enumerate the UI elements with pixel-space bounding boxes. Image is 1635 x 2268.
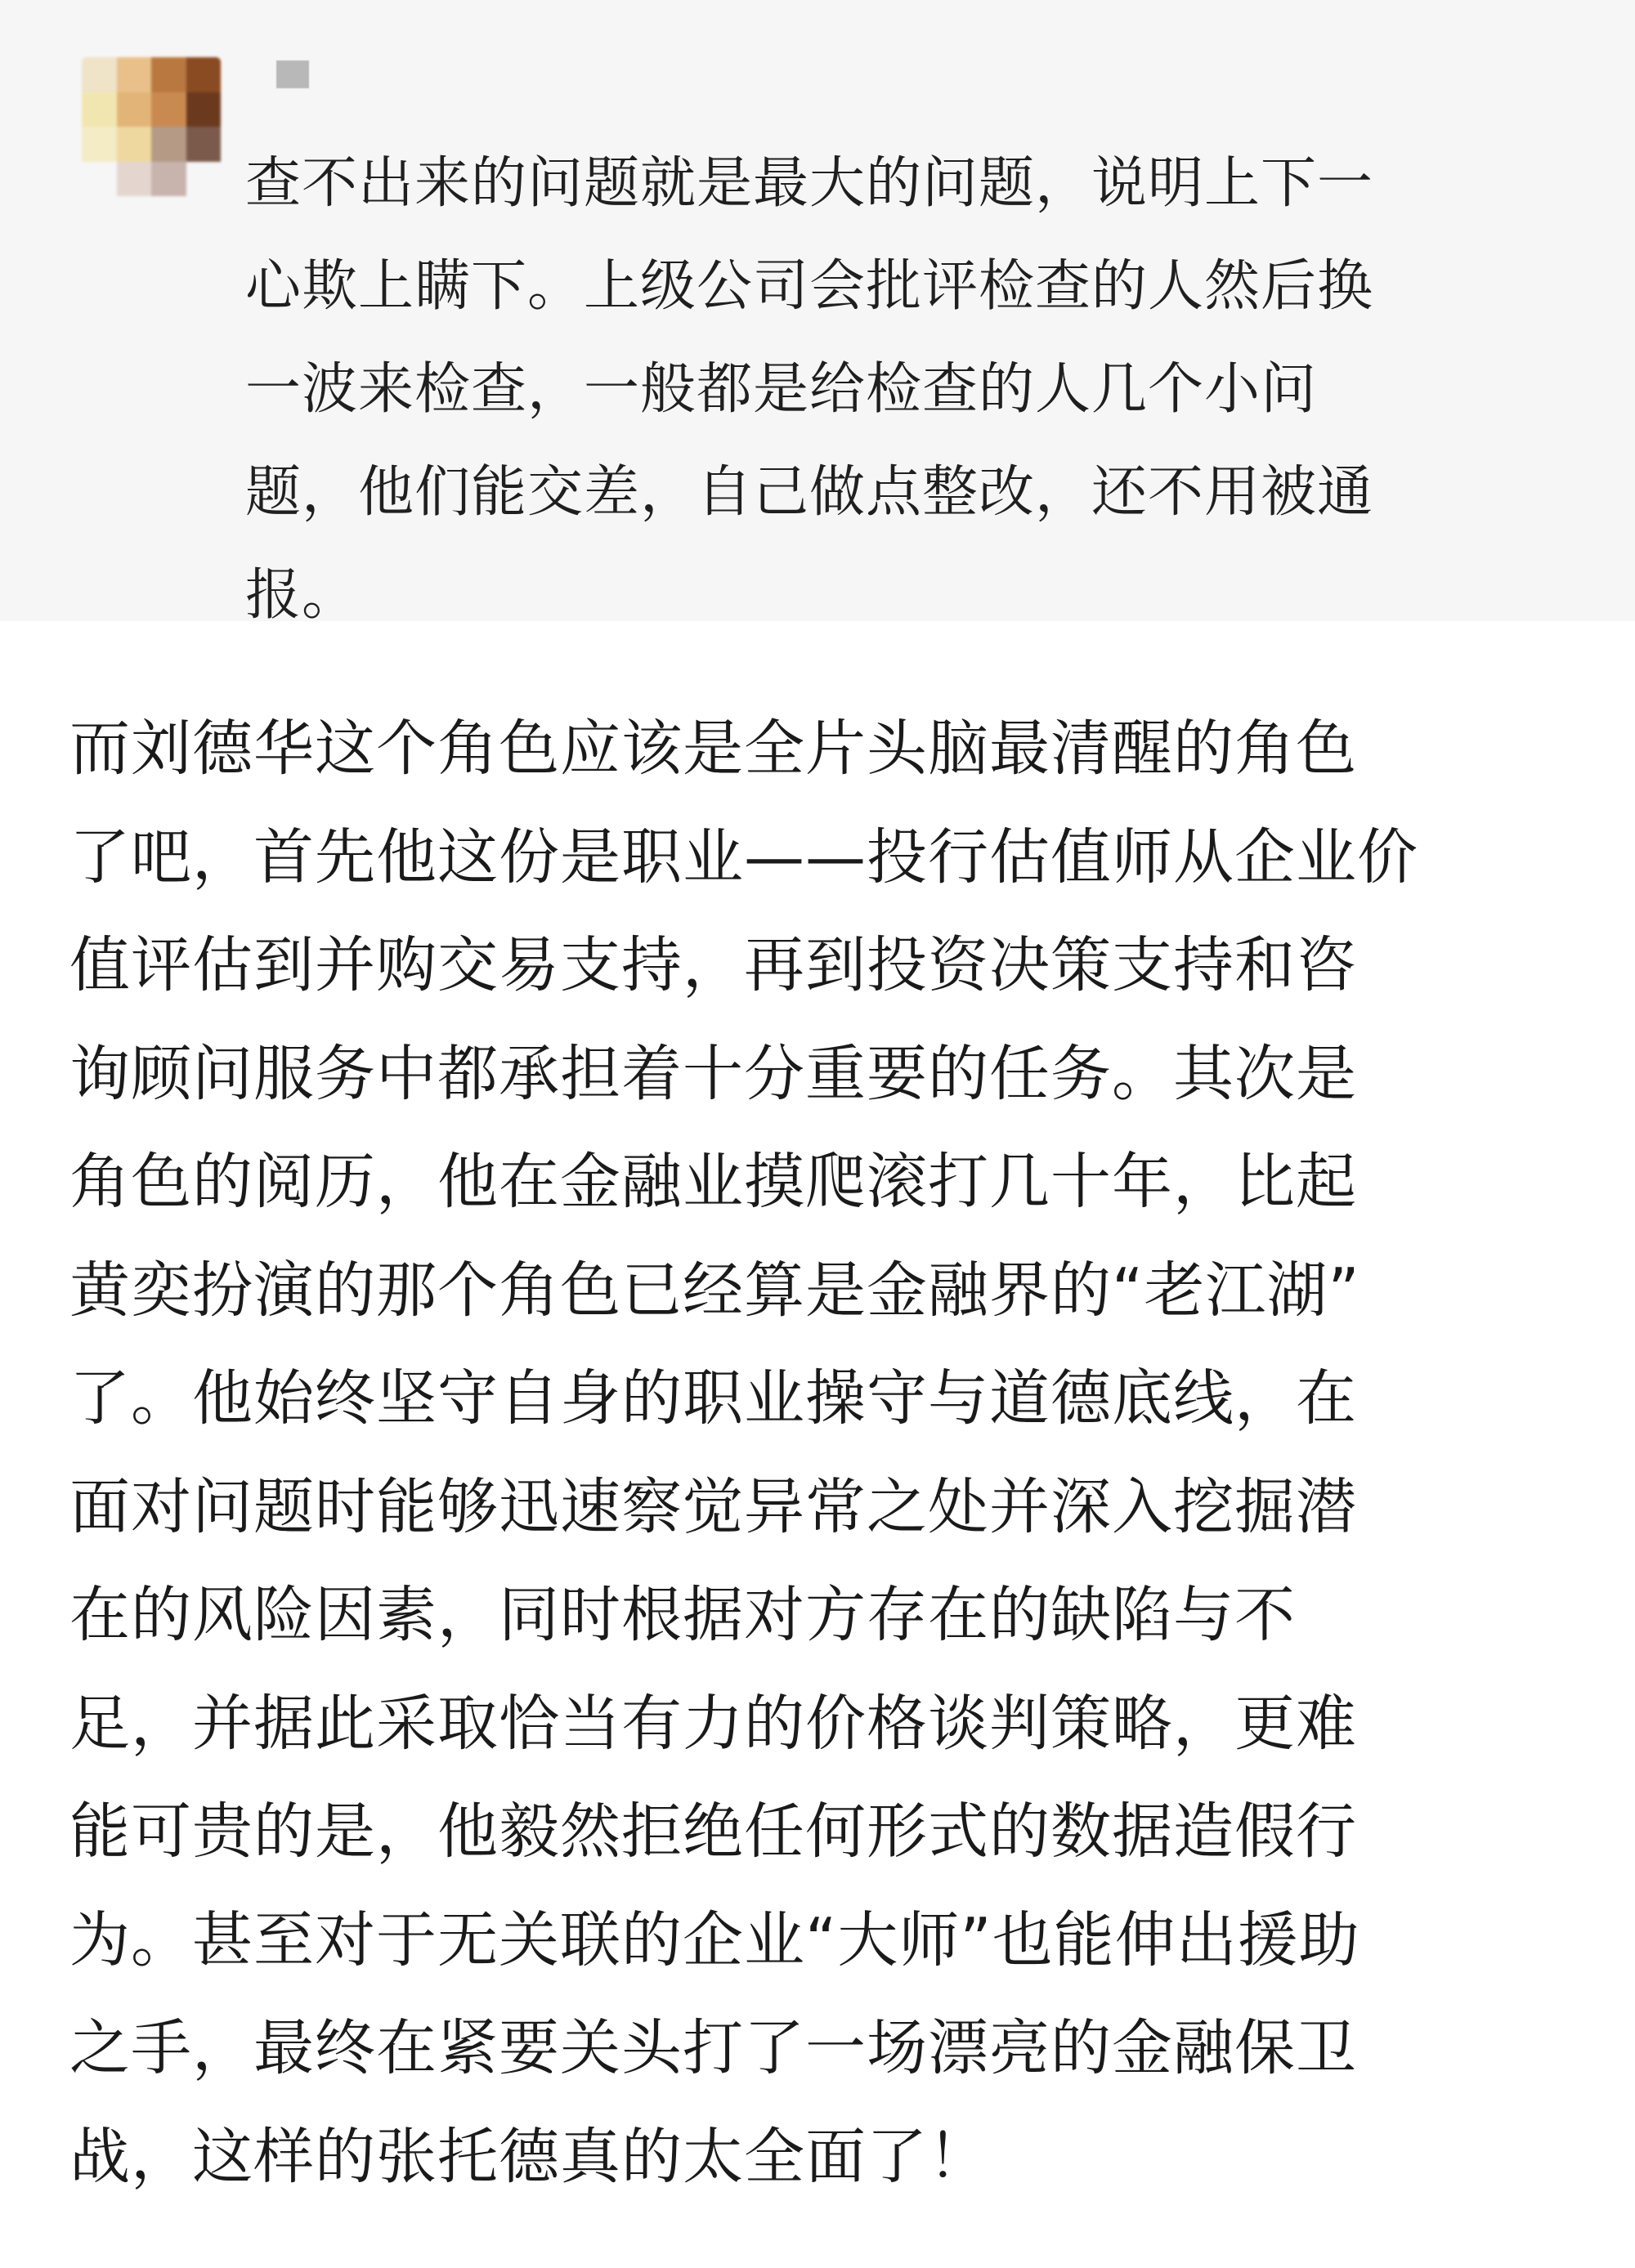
article-line: 战，这样的张托德真的太全面了！	[69, 2121, 989, 2192]
article-line: 面对问题时能够迅速察觉异常之处并深入挖掘潜	[69, 1471, 1357, 1542]
article-line: 足，并据此采取恰当有力的价格谈判策略，更难	[69, 1688, 1357, 1759]
article-line: 之手，最终在紧要关头打了一场漂亮的金融保卫	[69, 2013, 1357, 2083]
comment-line: 题，他们能交差，自己做点整改，还不用被通	[245, 460, 1374, 525]
comment-text	[245, 132, 1529, 647]
comment-line: 查不出来的问题就是最大的问题，说明上下一	[245, 151, 1374, 216]
article-line: 角色的阅历，他在金融业摸爬滚打几十年，比起	[69, 1147, 1357, 1217]
comment-card	[0, 0, 1635, 628]
username-masked[interactable]	[276, 60, 309, 88]
comment-line: 一波来检查，一般都是给检查的人几个小问	[245, 357, 1318, 422]
article-line: 能可贵的是，他毅然拒绝任何形式的数据造假行	[69, 1796, 1357, 1867]
article-line: 询顾问服务中都承担着十分重要的任务。其次是	[69, 1038, 1357, 1109]
comment-line: 报。	[245, 563, 359, 628]
article-line: 值评估到并购交易支持，再到投资决策支持和咨	[69, 930, 1357, 1000]
avatar[interactable]	[82, 57, 221, 196]
comment-line: 心欺上瞒下。上级公司会批评检查的人然后换	[245, 254, 1374, 319]
article-body	[69, 695, 1590, 2211]
article-line: 了吧，首先他这份是职业——投行估值师从企业价	[69, 821, 1418, 892]
article-line: 了。他始终坚守自身的职业操守与道德底线，在	[69, 1363, 1357, 1434]
article-line: 为。甚至对于无关联的企业“大师”也能伸出援助	[69, 1904, 1360, 1975]
article-line: 黄奕扮演的那个角色已经算是金融界的“老江湖”	[69, 1255, 1360, 1326]
article-line: 在的风险因素，同时根据对方存在的缺陷与不	[69, 1580, 1296, 1650]
article-line: 而刘德华这个角色应该是全片头脑最清醒的角色	[69, 714, 1357, 784]
